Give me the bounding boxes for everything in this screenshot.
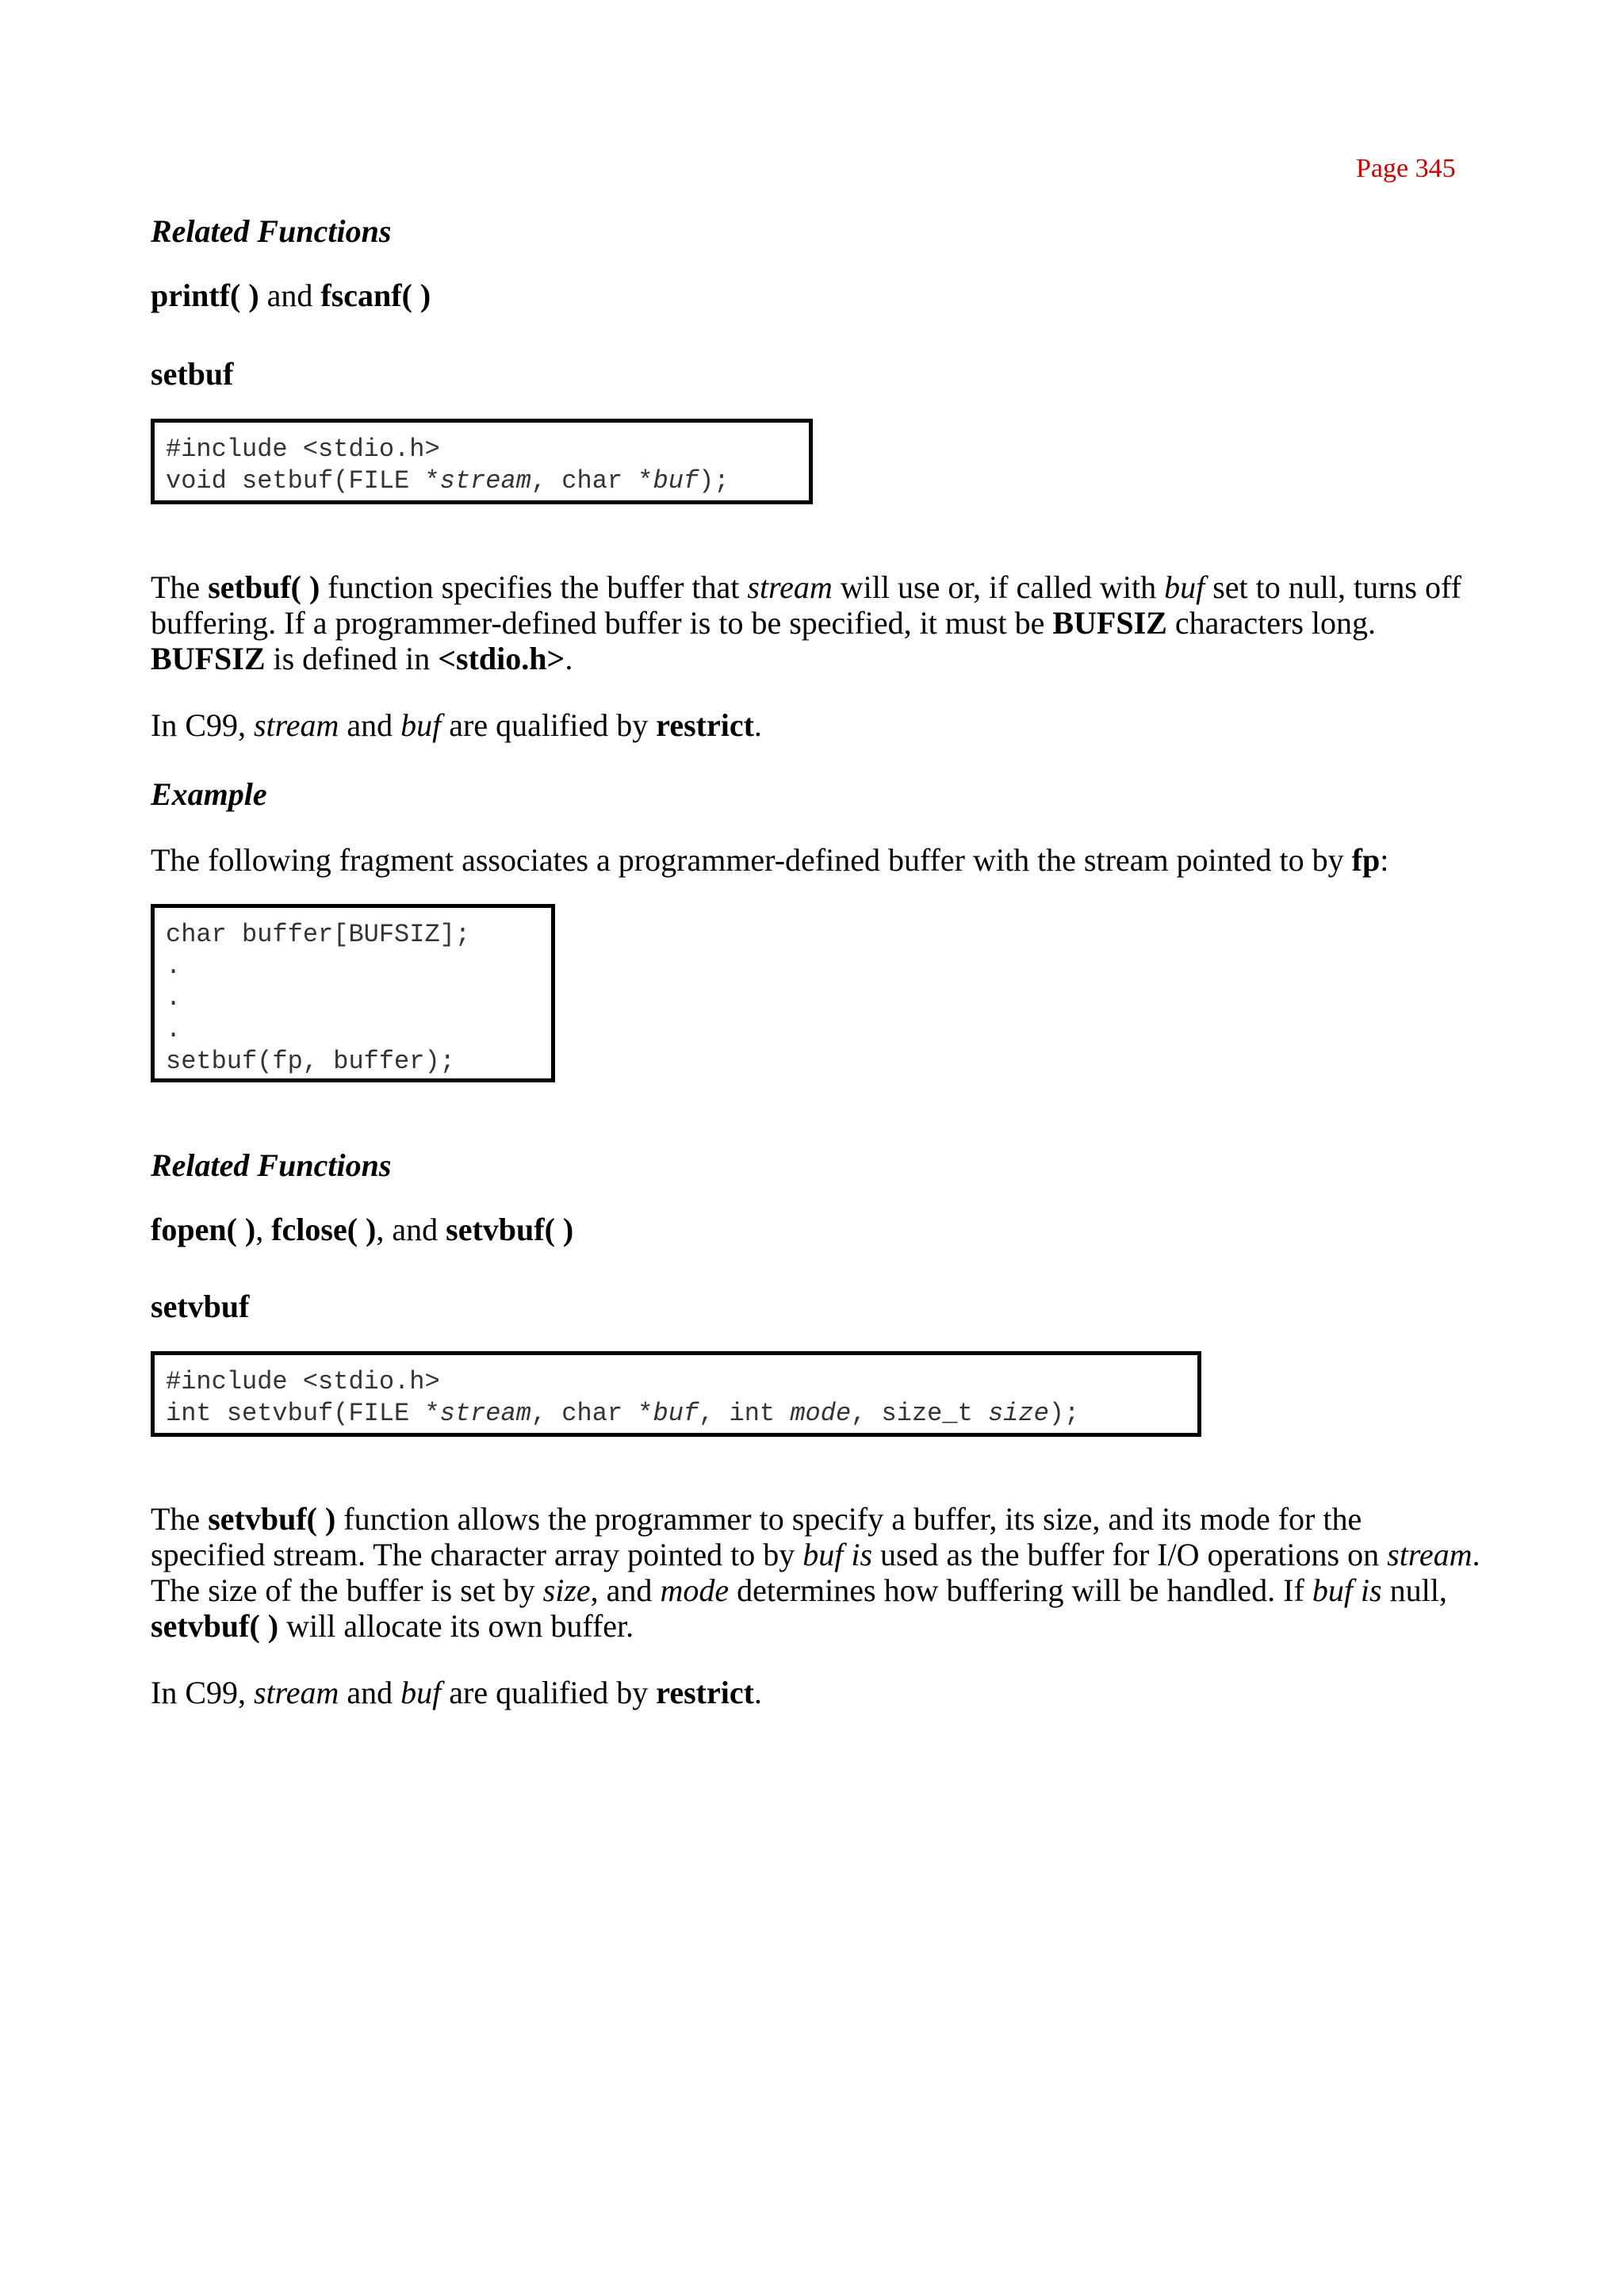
setbuf-description: The setbuf( ) function specifies the buffer that stream will use or, if called with buf set to null, turns off buffering. If a programmer-defined buffer is to be specified, it must be BUFSIZ characters long. BUFSIZ is defined in <stdio.h>. (151, 569, 1461, 676)
setvbuf-c99-note: In C99, stream and buf are qualified by restrict. (151, 1675, 762, 1710)
page-number: Page 345 (1356, 154, 1456, 183)
function-name: printf( ) (151, 278, 259, 313)
function-title-setbuf: setbuf (151, 356, 234, 392)
code-box-setvbuf-prototype: #include <stdio.h> int setvbuf(FILE *stream, char *buf, int mode, size_t size); (151, 1351, 1201, 1437)
related-functions-heading: Related Functions (151, 213, 392, 249)
setvbuf-description: The setvbuf( ) function allows the programmer to specify a buffer, its size, and its mode for the specified stream. The character array pointed to by buf is used as the buffer for I/O operations on stream. The size of the buffer is set by size, and mode determines how buffering will be handled. If buf is null, setvbuf( ) will allocate its own buffer. (151, 1501, 1480, 1644)
related-functions-list: fopen( ), fclose( ), and setvbuf( ) (151, 1212, 574, 1247)
code-box-setbuf-prototype: #include <stdio.h> void setbuf(FILE *stream, char *buf); (151, 419, 813, 504)
setbuf-c99-note: In C99, stream and buf are qualified by restrict. (151, 707, 762, 743)
example-heading: Example (151, 776, 267, 812)
code-box-setbuf-example: char buffer[BUFSIZ]; . . . setbuf(fp, buffer); (151, 904, 555, 1082)
function-title-setvbuf: setvbuf (151, 1289, 250, 1324)
function-name: fscanf( ) (320, 278, 431, 313)
example-intro: The following fragment associates a programmer-defined buffer with the stream pointed to by fp: (151, 842, 1389, 878)
related-functions-heading: Related Functions (151, 1147, 392, 1183)
related-functions-list: printf( ) and fscanf( ) (151, 278, 431, 313)
